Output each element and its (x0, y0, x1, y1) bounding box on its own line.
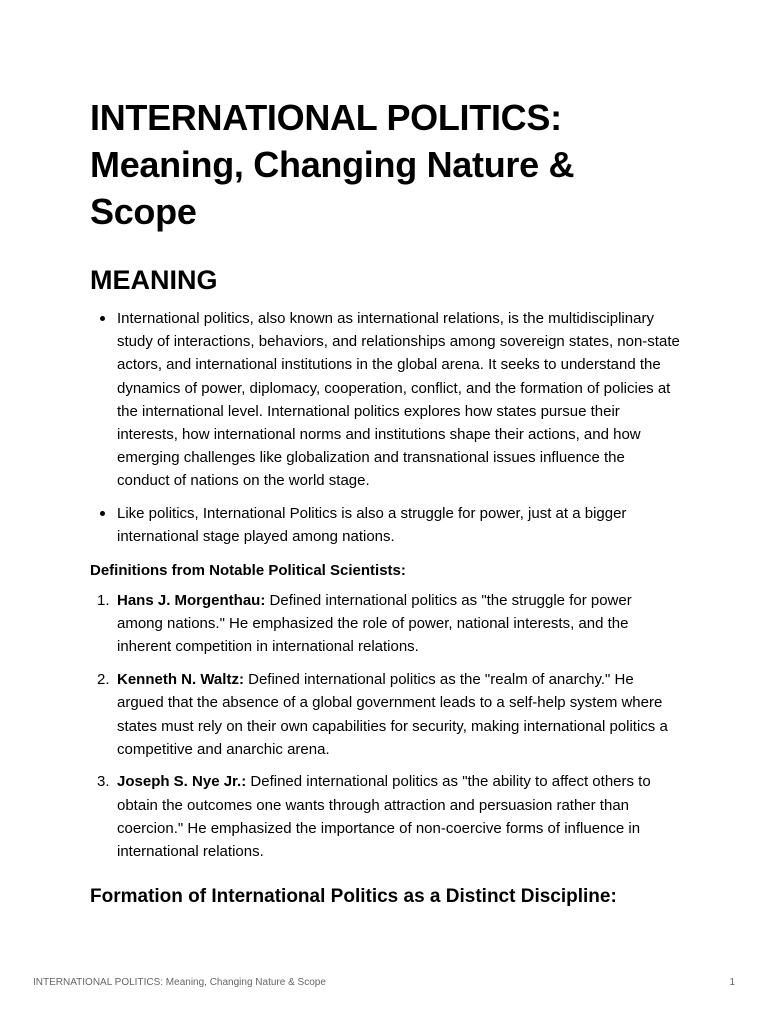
footer-title: INTERNATIONAL POLITICS: Meaning, Changing Nature & Scope (33, 977, 326, 988)
definitions-list (90, 589, 680, 873)
definition-number: 1. (97, 592, 110, 609)
title-line-2: Meaning, Changing Nature & (90, 144, 575, 185)
title-line-3: Scope (90, 191, 197, 232)
document-title (90, 94, 690, 235)
definition-text: Defined international politics as the "realm of anarchy." He argued that the absence of a global government leads to a self-help system where states must rely on their own capabilities for security, making international politics a competitive and anarchic arena. (117, 671, 668, 758)
scientist-name: Hans J. Morgenthau: (117, 592, 266, 609)
page-number: 1 (729, 977, 735, 988)
bullet-marker (100, 316, 105, 321)
definition-number: 2. (97, 671, 110, 689)
bullet-marker (100, 511, 105, 516)
scientist-name: Joseph S. Nye Jr.: (117, 773, 247, 791)
definition-number: 3. (97, 773, 110, 791)
definition-item (90, 770, 680, 863)
formation-heading: Formation of International Politics as a Distinct Discipline: (90, 886, 617, 907)
definition-text: Defined international politics as "the ability to affect others to obtain the outcomes one wants through attraction and persuasion rather than coercion." He emphasized the importance of non-coercive forms of influence in international relations. (117, 773, 651, 861)
meaning-heading: MEANING (90, 265, 218, 295)
definition-text: Defined international politics as "the struggle for power among nations." He emphasized the role of power, national interests, and the inherent competition in international relations. (117, 592, 632, 656)
bullet-text: Like politics, International Politics is also a struggle for power, just at a bigger international stage played among nations. (117, 504, 627, 545)
definitions-heading: Definitions from Notable Political Scientists: (90, 562, 406, 579)
definition-item (90, 668, 680, 761)
definition-item (90, 589, 680, 659)
bullet-text: International politics, also known as international relations, is the multidisciplinary study of interactions, behaviors, and relationships among sovereign states, non-state actors, and international institutions in the global arena. It seeks to understand the dynamics of power, diplomacy, cooperation, conflict, and the formation of policies at the international level. International politics explores how states pursue their interests, how international norms and institutions shape their actions, and how emerging challenges like globalization and transnational issues influence the conduct of nations on the world stage. (117, 310, 680, 490)
bullet-item (90, 307, 680, 493)
scientist-name: Kenneth N. Waltz: (117, 671, 244, 689)
meaning-bullet-list (90, 307, 680, 557)
bullet-item (90, 502, 680, 548)
title-line-1: INTERNATIONAL POLITICS: (90, 97, 562, 138)
